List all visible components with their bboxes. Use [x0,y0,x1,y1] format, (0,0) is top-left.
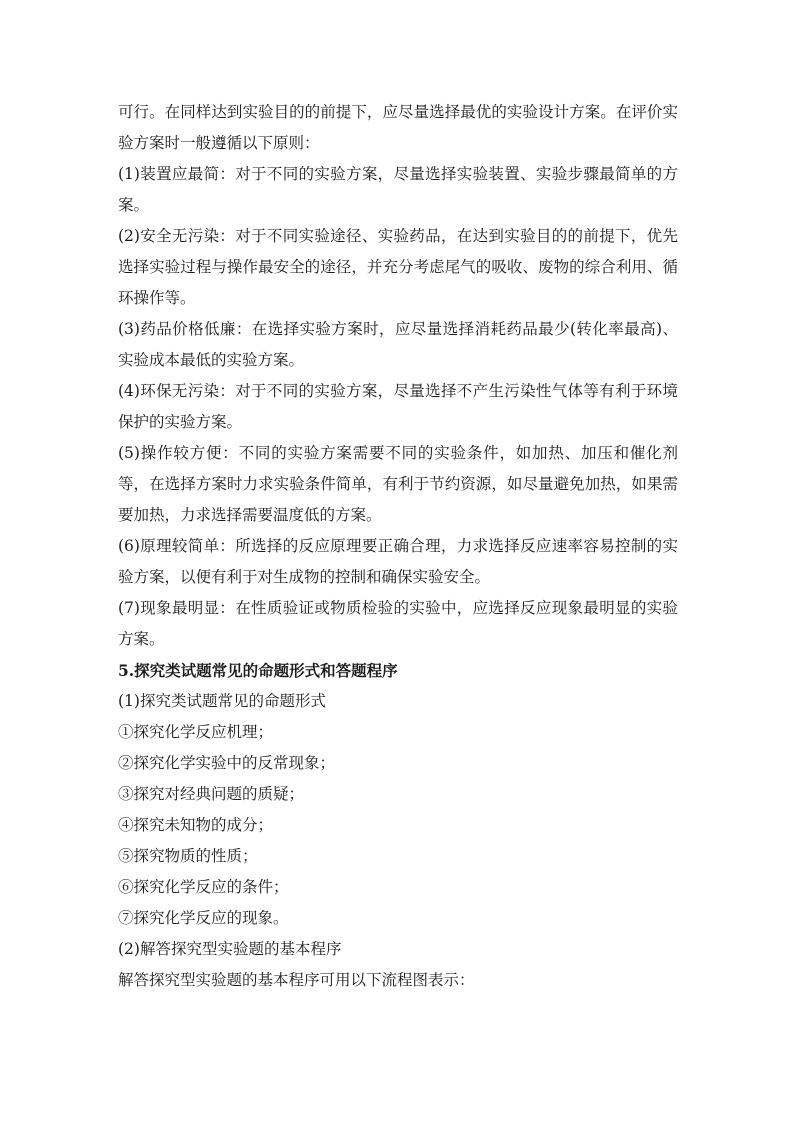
principle-6: (6)原理较简单：所选择的反应原理要正确合理，力求选择反应速率容易控制的实验方案，以便有利于对生成物的控制和确保实验安全。 [118,537,678,586]
principle-5: (5)操作较方便：不同的实验方案需要不同的实验条件，如加热、加压和催化剂等，在选择方案时力求实验条件简单，有利于节约资源，如尽量避免加热，如果需要加热，力求选择需要温度低的方案。 [118,444,678,524]
form-item-5: ⑤探究物质的性质； [118,847,258,865]
form-item-7: ⑦探究化学反应的现象。 [118,909,289,927]
subheading-forms: (1)探究类试题常见的命题形式 [118,692,326,710]
form-item-6: ⑥探究化学反应的条件； [118,878,289,896]
principle-3: (3)药品价格低廉：在选择实验方案时，应尽量选择消耗药品最少(转化率最高)、实验成本最低的实验方案。 [118,320,678,369]
form-item-4: ④探究未知物的成分； [118,816,274,834]
section-heading-5: 5.探究类试题常见的命题形式和答题程序 [118,661,398,680]
principle-4: (4)环保无污染：对于不同的实验方案，尽量选择不产生污染性气体等有利于环境保护的实验方案。 [118,382,678,431]
paragraph-flowchart-intro: 解答探究型实验题的基本程序可用以下流程图表示： [118,971,475,989]
subheading-procedure: (2)解答探究型实验题的基本程序 [118,940,342,958]
principle-1: (1)装置应最简：对于不同的实验方案，尽量选择实验装置、实验步骤最简单的方案。 [118,165,678,214]
paragraph-intro: 可行。在同样达到实验目的的前提下，应尽量选择最优的实验设计方案。在评价实验方案时一般遵循以下原则： [118,103,678,152]
principle-7: (7)现象最明显：在性质验证或物质检验的实验中，应选择反应现象最明显的实验方案。 [118,599,678,648]
document-page [118,97,678,996]
form-item-1: ①探究化学反应机理； [118,723,274,741]
principle-2: (2)安全无污染：对于不同实验途径、实验药品，在达到实验目的的前提下，优先选择实验过程与操作最安全的途径，并充分考虑尾气的吸收、废物的综合利用、循环操作等。 [118,227,678,307]
form-item-3: ③探究对经典问题的质疑； [118,785,305,803]
form-item-2: ②探究化学实验中的反常现象； [118,754,336,772]
